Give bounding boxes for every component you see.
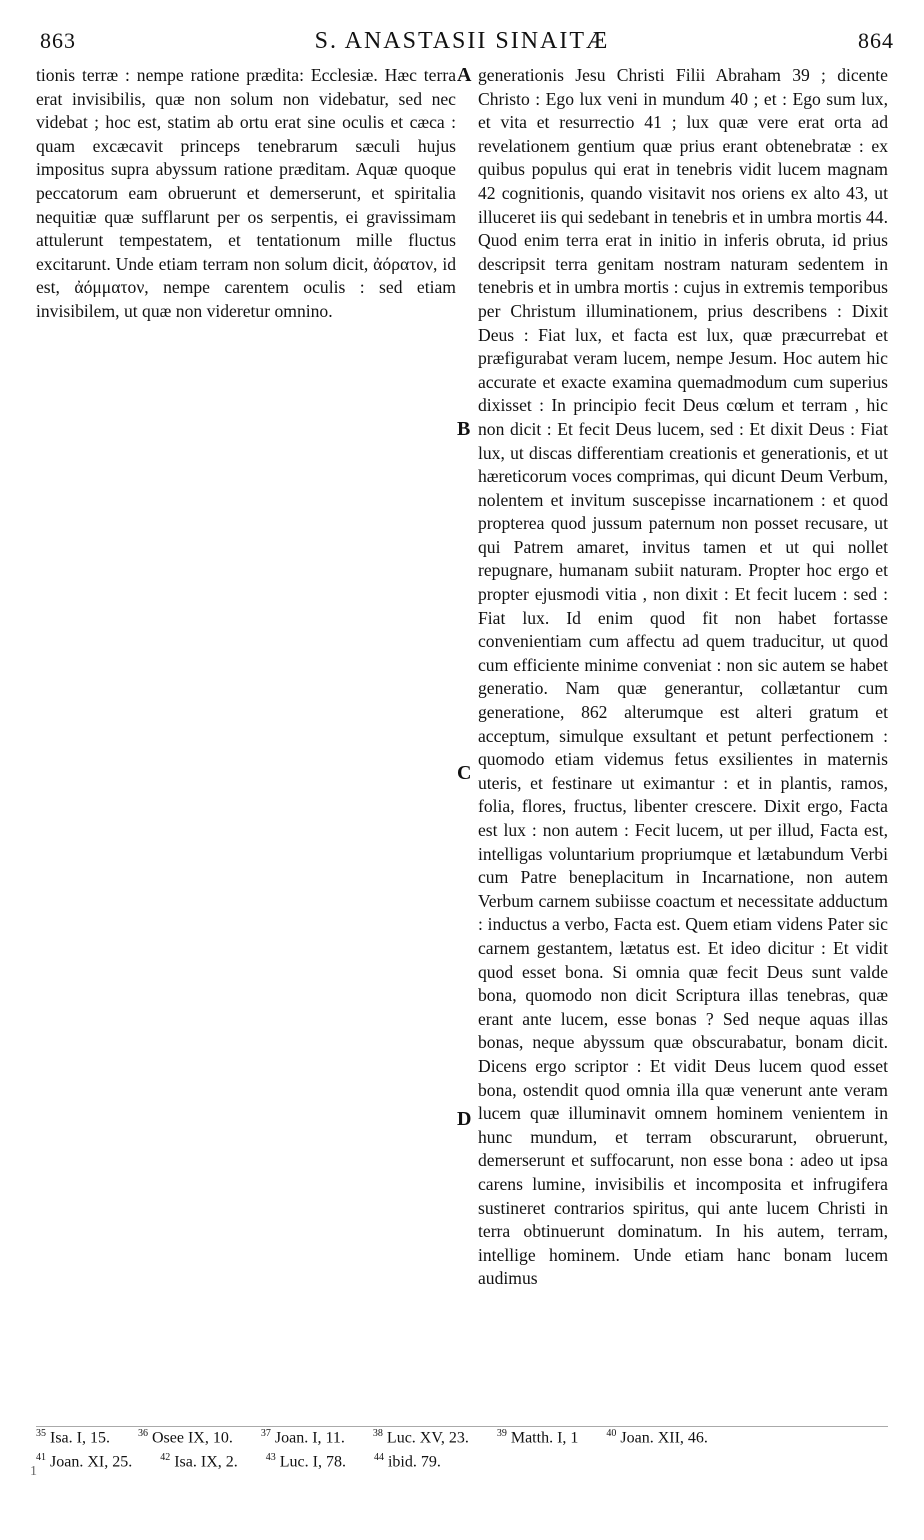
section-marker-d: D bbox=[457, 1108, 472, 1130]
footnote-reference: Matth. I, 1 bbox=[506, 1429, 579, 1447]
footnote-number: 39 bbox=[496, 1428, 507, 1439]
footnote-reference: Luc. XV, 23. bbox=[382, 1429, 469, 1447]
footnote-reference: ibid. 79. bbox=[383, 1453, 441, 1471]
right-text-column bbox=[478, 64, 888, 1291]
footnote-number: 37 bbox=[260, 1428, 271, 1439]
footnote-number: 44 bbox=[373, 1452, 384, 1463]
page-number-right: 864 bbox=[858, 28, 894, 53]
stray-margin-mark: 1 bbox=[30, 1464, 37, 1479]
footnote-reference: Isa. IX, 2. bbox=[170, 1453, 238, 1471]
footnote-39 bbox=[497, 1428, 579, 1447]
footnotes-line-2 bbox=[36, 1452, 896, 1471]
footnote-number: 42 bbox=[160, 1452, 171, 1463]
footnote-number: 43 bbox=[265, 1452, 276, 1463]
page-number-left: 863 bbox=[40, 28, 76, 53]
footnote-reference: Luc. I, 78. bbox=[275, 1453, 346, 1471]
section-marker-c: C bbox=[457, 762, 472, 784]
footnote-reference: Isa. I, 15. bbox=[46, 1429, 110, 1447]
right-paragraph: generationis Jesu Christi Filii Abraham 39 ; dicente Christo : Ego lux veni in mundum 40 ; et : Ego sum lux, et vita et resurrectio 41 ; lux quæ vere erat orta ad revelationem gentium quæ prius erant obtenebratæ : ex quibus populus qui erat in tenebris vidit lucem magnam 42 cognitionis, quando visitavit nos oriens ex alto 43, ut illuceret iis qui sedebant in tenebris et in umbra mortis 44. Quod enim terra erat in initio in inferis obruta, id prius descripsit terra genitam nostram naturam sedentem in tenebris et in umbra mortis : cujus in extremis temporibus per Christum illuminationem, prius describens : Dixit Deus : Fiat lux, et facta est lux, quæ præcurrebat et præfigurabat veram lucem, nempe Jesum. Hoc autem hic accurate et exacte examina quemadmodum cum superius dixisset : In principio fecit Deus cœlum et terram , hic non dicit : Et fecit Deus lucem, sed : Et dixit Deus : Fiat lux, ut discas differentiam creationis et generationis, et ut hæreticorum voces comprimas, qui dicunt Deum Verbum, nolentem et invitum suscepisse incarnationem : et quod propterea quod jussum paternum non posset recusare, ut qui Patrem amaret, invitus tamen et ut qui nollet repugnare, humanam subiit naturam. Propter hoc ergo et propter ejusmodi vitia , non dixit : Et fecit lucem : sed : Fiat lux. Id enim quod fit non habet fortasse convenientiam cum affectu ad quem traducitur, ut quod cum efficiente minime conveniat : non sic autem se habet generatio. Nam quæ generantur, collætantur cum generatione, 862 alterumque est alteri gratum et acceptum, simulque exsultant et petunt perfectionem : quomodo etiam videmus fetus exsilientes in maternis uteris, et festinare ut eximantur : et in plantis, ramos, folia, flores, fructus, libenter crescere. Dixit ergo, Facta est lux : non autem : Fecit lucem, ut per illud, Facta est, intelligas voluntarium propriumque et lætabundum Verbi cum Patre beneplacitum in Incarnatione, non autem Verbum carnem subiisse coactum et necessitate adductum : inductus a verbo, Facta est. Quem etiam videns Pater sic carnem gestantem, lætatus est. Et ideo dicitur : Et vidit quod esset bona. Si omnia quæ fecit Deus sunt valde bona, quomodo non dicit Scriptura illas tenebras, quæ erant ante lucem, esse bonas ? Sed neque aquas illas bonas, neque abyssum quæ obscurabatur, bonam dicit. Dicens ergo scriptor : Et vidit Deus lucem quod esset bona, ostendit quod omnia illa quæ venerunt ante veram lucem quæ illuminavit omnem hominem venientem in hunc mundum, et terram obscurarunt, obruerunt, demerserunt et suffocarunt, non esse bona : adeo ut ipsa carens lumine, invisibilis et incomposita et infrugifera sustineret contrarios spiritus, qui ante lucem Christi in terra obtinuerunt dominatum. In his autem, terram, intellige hominem. Unde etiam hanc bonam lucem audimus bbox=[478, 65, 888, 1289]
footnote-44 bbox=[374, 1452, 441, 1471]
footnote-reference: Joan. XII, 46. bbox=[616, 1429, 708, 1447]
footnote-37 bbox=[261, 1428, 345, 1447]
footnote-42 bbox=[160, 1452, 238, 1471]
footnote-number: 41 bbox=[36, 1452, 46, 1463]
footnote-reference: Joan. XI, 25. bbox=[46, 1453, 133, 1471]
footnote-36 bbox=[138, 1428, 233, 1447]
footnote-38 bbox=[373, 1428, 469, 1447]
footnotes-line-1 bbox=[36, 1428, 896, 1447]
footnote-40 bbox=[606, 1428, 708, 1447]
footnote-number: 38 bbox=[372, 1428, 383, 1439]
footnote-reference: Joan. I, 11. bbox=[270, 1429, 345, 1447]
section-marker-a: A bbox=[457, 64, 472, 86]
footnote-41 bbox=[36, 1452, 132, 1471]
footnote-number: 36 bbox=[137, 1428, 148, 1439]
footnote-rule bbox=[36, 1426, 888, 1427]
left-paragraph: tionis terræ : nempe ratione prædita: Ecclesiæ. Hæc terra erat invisibilis, quæ non solum non videbatur, sed nec videbat ; hoc est, statim ab ortu erat sine oculis et cæca : quam excæcavit princeps tenebrarum sæculi hujus impositus supra abyssum ratione præditam. Aquæ quoque peccatorum eam obruerunt et demerserunt, et spiritalia nequitiæ quæ sufflarunt per os serpentis, ei gravissimam attulerunt tempestatem, et tentationum mille fluctus excitarunt. Unde etiam terram non solum dicit, ἀόρατον, id est, ἀόμματον, nempe carentem oculis : sed etiam invisibilem, ut quæ non videretur omnino. bbox=[36, 65, 456, 321]
left-text-column bbox=[36, 64, 456, 324]
footnote-number: 35 bbox=[36, 1428, 46, 1439]
footnote-reference: Osee IX, 10. bbox=[147, 1429, 233, 1447]
section-marker-b: B bbox=[457, 418, 471, 440]
running-title: S. ANASTASII SINAITÆ bbox=[314, 28, 610, 54]
footnote-35 bbox=[36, 1428, 110, 1447]
footnote-number: 40 bbox=[606, 1428, 617, 1439]
footnote-43 bbox=[266, 1452, 346, 1471]
